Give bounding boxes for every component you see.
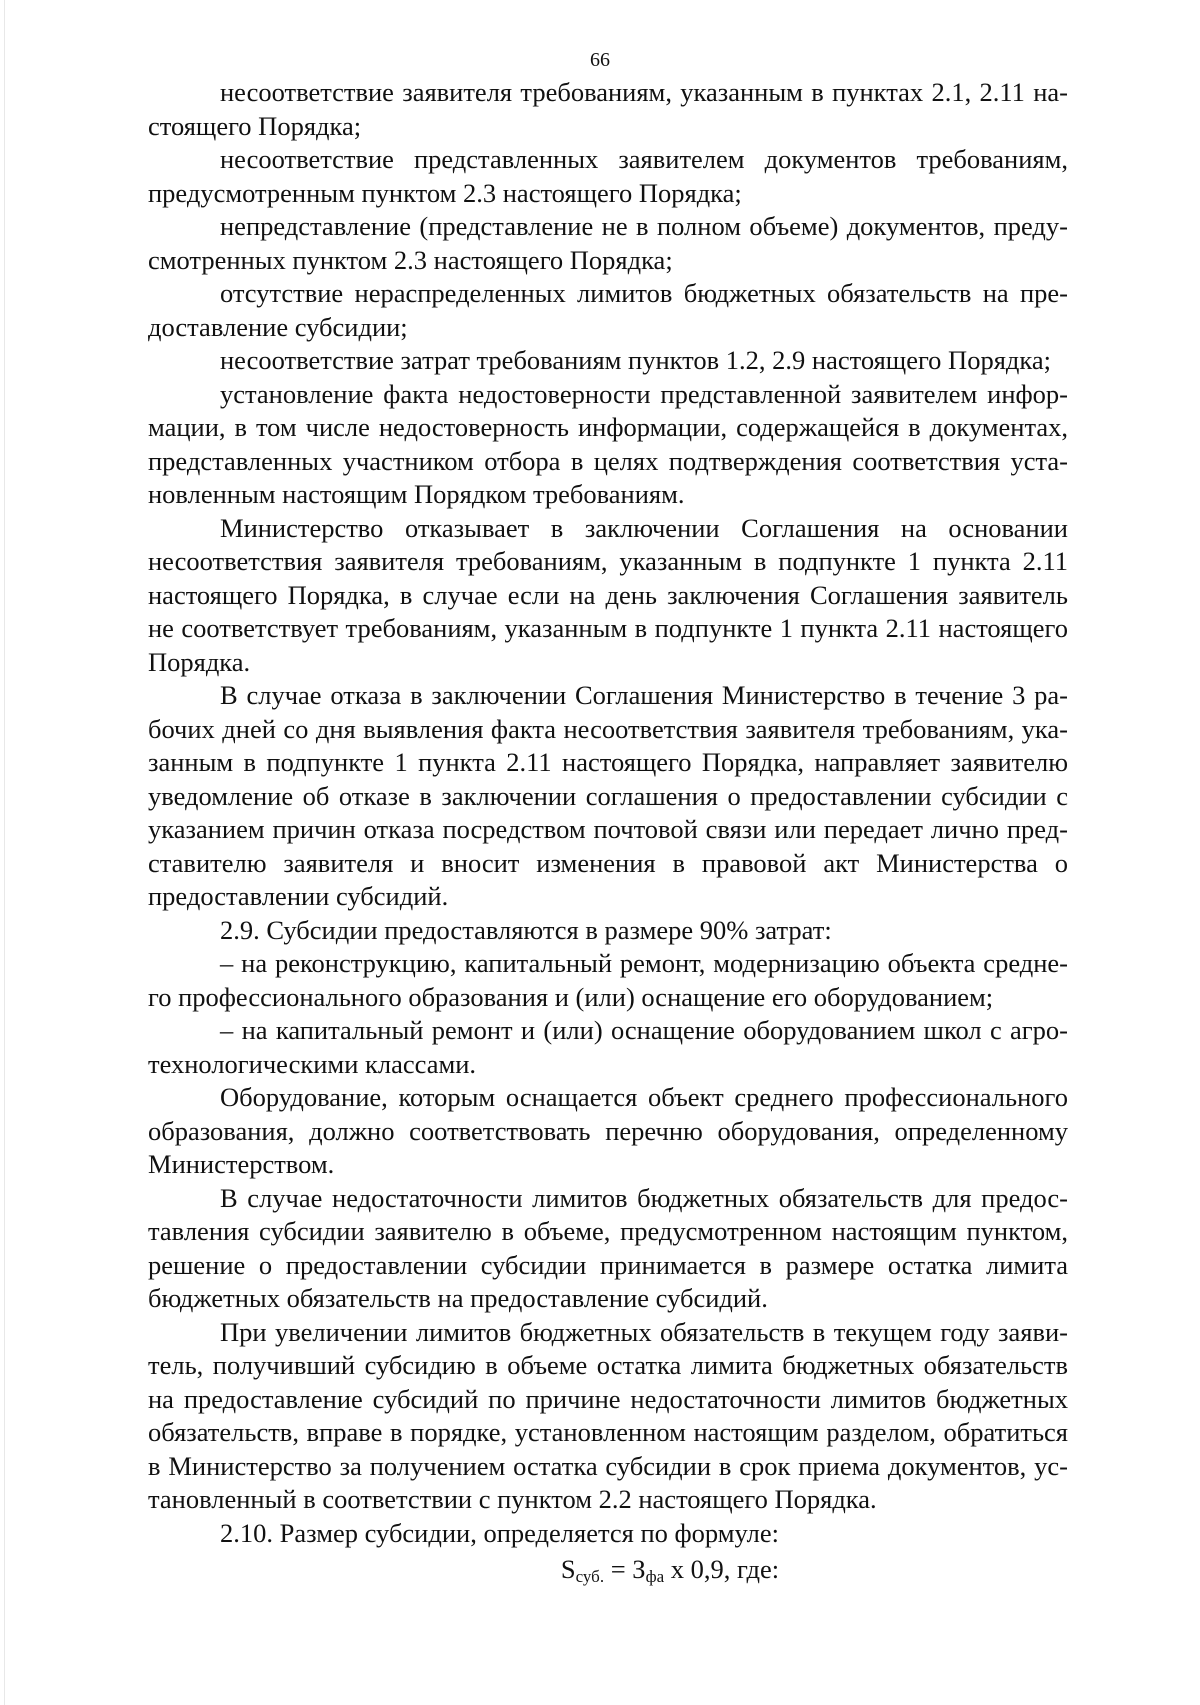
paragraph-equipment: Оборудование, которым оснащается объект среднего профессионального образования, должно соответствовать перечню оборудования, определенному Министерством. — [148, 1082, 1068, 1179]
formula-expression — [561, 1552, 779, 1594]
formula-tail: x 0,9, где: — [670, 1554, 780, 1584]
formula-equals: = — [610, 1554, 626, 1584]
paragraph-documents-mismatch: несоответствие представленных заявителем документов требованиям, предусмотренным пунктом 2.3 настоящего Порядка; — [148, 144, 1068, 208]
paragraph-list-reconstruction: – на реконструкцию, капитальный ремонт, модернизацию объекта среднего профессионального образования и (или) оснащение его оборудованием; — [148, 948, 1068, 1012]
paragraph-insufficient-limits: В случае недостаточности лимитов бюджетных обязательств для предоставления субсидии заявителю в объеме, предусмотренном настоящим пунктом, решение о предоставлении субсидии принимается в размере остатка лимита бюджетных обязательств на предоставление субсидий. — [148, 1182, 1068, 1313]
formula-rhs-subscript: фа — [645, 1567, 665, 1586]
paragraph-section-2-10: 2.10. Размер субсидии, определяется по формуле: — [220, 1517, 779, 1548]
page-number: 66 — [590, 49, 610, 71]
document-body — [148, 76, 1068, 1550]
formula-lhs-symbol: S — [560, 1554, 576, 1584]
formula-rhs-symbol: З — [632, 1554, 646, 1584]
paragraph-ministry-refusal: Министерство отказывает в заключении Соглашения на основании несоответствия заявителя требованиям, указанным в подпункте 1 пункта 2.11 настоящего Порядка, в случае если на день заключения Соглашения заявитель не соответствует требованиям, указанным в подпункте 1 пункта 2.11 настоящего Порядка. — [148, 512, 1068, 677]
scan-edge-shadow — [4, 0, 5, 1705]
paragraph-documents-missing: непредставление (представление не в полном объеме) документов, предусмотренных пунктом 2.3 настоящего Порядка; — [148, 211, 1068, 275]
paragraph-false-information: установление факта недостоверности представленной заявителем информации, в том числе недостоверность информации, содержащейся в документах, представленных участником отбора в целях подтверждения соответствия установленным настоящим Порядком требованиям. — [148, 378, 1068, 509]
paragraph-increased-limits: При увеличении лимитов бюджетных обязательств в текущем году заявитель, получивший субсидию в объеме остатка лимита бюджетных обязательств на предоставление субсидий по причине недостаточности лимитов бюджетных обязательств, вправе в порядке, установленном настоящим разделом, обратиться в Министерство за получением остатка субсидии в срок приема документов, установленный в соответствии с пунктом 2.2 настоящего Порядка. — [148, 1316, 1068, 1514]
formula-lhs-subscript: суб. — [575, 1567, 605, 1586]
paragraph-requirements-mismatch: несоответствие заявителя требованиям, указанным в пунктах 2.1, 2.11 настоящего Порядка; — [148, 77, 1068, 141]
paragraph-refusal-notification: В случае отказа в заключении Соглашения Министерство в течение 3 рабочих дней со дня выявления факта несоответствия заявителя требованиям, указанным в подпункте 1 пункта 2.11 настоящего Порядка, направляет заявителю уведомление об отказе в заключении соглашения о предоставлении субсидии с указанием причин отказа посредством почтовой связи или передает лично представителю заявителя и вносит изменения в правовой акт Министерства о предоставлении субсидий. — [148, 680, 1068, 911]
subsidy-formula — [0, 1552, 1200, 1594]
paragraph-costs-mismatch: несоответствие затрат требованиям пунктов 1.2, 2.9 настоящего Порядка; — [220, 345, 1051, 375]
paragraph-list-schools: – на капитальный ремонт и (или) оснащение оборудованием школ с агротехнологическими классами. — [148, 1015, 1068, 1079]
paragraph-section-2-9: 2.9. Субсидии предоставляются в размере 90% затрат: — [220, 914, 832, 945]
paragraph-no-limits: отсутствие нераспределенных лимитов бюджетных обязательств на предоставление субсидии; — [148, 278, 1068, 342]
